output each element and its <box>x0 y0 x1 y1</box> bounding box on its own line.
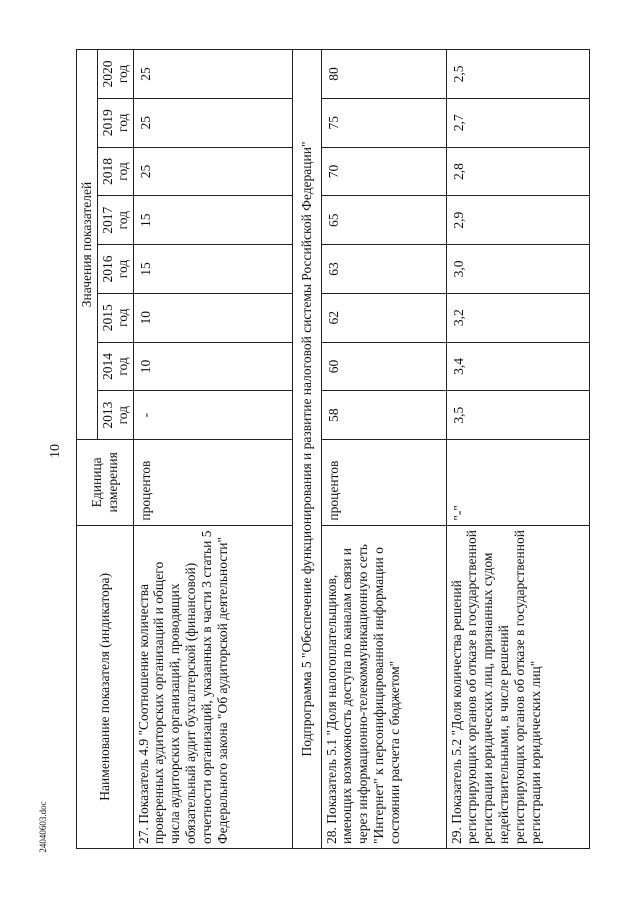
indicator-value: 58 <box>321 391 446 440</box>
indicator-name: 28. Показатель 5.1 "Доля налогоплательщиков, имеющих возможность доступа по каналам связи и через информационно-телекоммуникационную сеть "Интернет" к персонифицированной информации о состоянии расчета с бюджетом" <box>321 525 446 848</box>
indicator-value: 15 <box>133 196 292 245</box>
indicator-value: 75 <box>321 98 446 147</box>
header-year: 2015 год <box>97 293 133 342</box>
indicator-value: 25 <box>133 98 292 147</box>
header-year: 2016 год <box>97 245 133 294</box>
indicator-value: 63 <box>321 245 446 294</box>
indicator-value: 2,5 <box>446 50 589 99</box>
section-row <box>292 50 321 849</box>
indicator-value: 15 <box>133 245 292 294</box>
subprogram-title: Подпрограмма 5 "Обеспечение функционирования и развитие налоговой системы Российской Федерации" <box>292 50 321 849</box>
indicator-value: 70 <box>321 147 446 196</box>
table-row <box>133 50 292 849</box>
indicator-value: 3,5 <box>446 391 589 440</box>
indicator-table-rotated <box>76 49 640 849</box>
indicator-value: 2,7 <box>446 98 589 147</box>
indicator-value: 80 <box>321 50 446 99</box>
header-name: Наименование показателя (индикатора) <box>77 525 134 848</box>
indicator-unit: процентов <box>133 440 292 526</box>
header-year: 2013 год <box>97 391 133 440</box>
indicator-value: 65 <box>321 196 446 245</box>
indicator-value: 25 <box>133 50 292 99</box>
header-year: 2019 год <box>97 98 133 147</box>
indicator-unit: процентов <box>321 440 446 526</box>
indicator-table <box>76 49 590 849</box>
indicator-unit: "-" <box>446 440 589 526</box>
header-year: 2020 год <box>97 50 133 99</box>
indicator-value: 3,2 <box>446 293 589 342</box>
indicator-value: 62 <box>321 293 446 342</box>
page-number: 10 <box>48 444 63 458</box>
table-row <box>321 50 446 849</box>
indicator-value: 25 <box>133 147 292 196</box>
header-row-1 <box>77 50 98 849</box>
indicator-value: 2,9 <box>446 196 589 245</box>
indicator-value: 10 <box>133 293 292 342</box>
table-row <box>446 50 589 849</box>
header-unit: Единица измерения <box>77 440 134 526</box>
indicator-value: - <box>133 391 292 440</box>
indicator-name: 29. Показатель 5.2 "Доля количества решений регистрирующих органов об отказе в государственной регистрации юридических лиц, признанных судом недействительными, в числе решений регистрирующих органов об отказе в государственной регистрации юридических лиц" <box>446 525 589 848</box>
header-year: 2014 год <box>97 342 133 391</box>
indicator-name: 27. Показатель 4.9 "Соотношение количества проверенных аудиторских организаций и общего числа аудиторских организаций, проводящих обязательный аудит бухгалтерской (финансовой) отчетности организаций, указанных в части 3 статьи 5 Федерального закона "Об аудиторской деятельности" <box>133 525 292 848</box>
indicator-value: 3,0 <box>446 245 589 294</box>
document-code: 24040603.doc <box>38 801 48 853</box>
indicator-value: 60 <box>321 342 446 391</box>
header-year: 2017 год <box>97 196 133 245</box>
header-values-group: Значения показателей <box>77 50 98 440</box>
indicator-value: 2,8 <box>446 147 589 196</box>
header-year: 2018 год <box>97 147 133 196</box>
indicator-value: 10 <box>133 342 292 391</box>
indicator-value: 3,4 <box>446 342 589 391</box>
